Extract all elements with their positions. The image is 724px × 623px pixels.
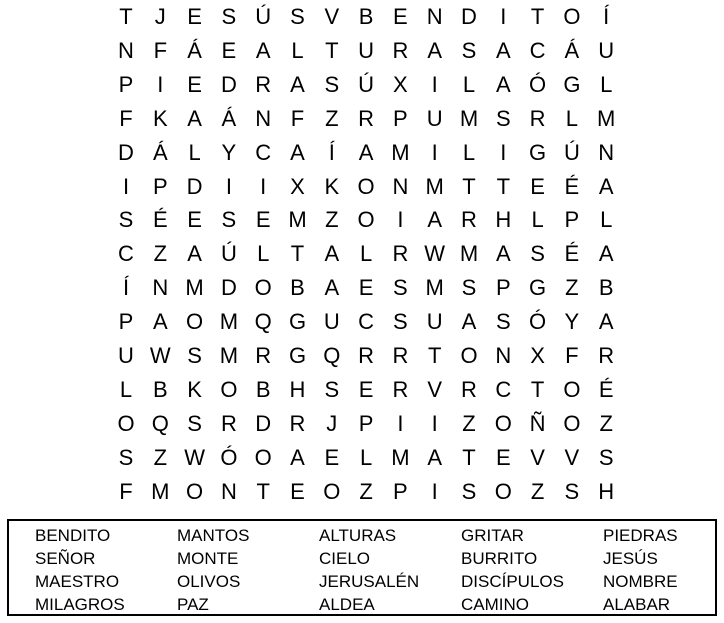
grid-letter[interactable]: L [257, 241, 270, 267]
word-list-item: JESÚS [603, 549, 658, 568]
grid-letter[interactable]: K [324, 173, 340, 199]
grid-letter[interactable]: S [495, 309, 511, 335]
grid-letter[interactable]: É [152, 207, 168, 233]
grid-letter[interactable]: Ó [529, 309, 547, 335]
word-list-item: MONTE [177, 549, 239, 568]
grid-letter[interactable]: M [151, 478, 170, 504]
grid-letter[interactable]: Í [603, 4, 610, 29]
grid-letter[interactable]: E [393, 4, 408, 29]
grid-letter[interactable]: W [184, 444, 205, 470]
word-list-item: PAZ [177, 595, 209, 614]
grid-letter[interactable]: D [186, 173, 203, 199]
grid-letter[interactable]: Á [221, 105, 237, 131]
grid-letter[interactable]: S [187, 343, 202, 368]
grid-letter[interactable]: O [117, 410, 135, 436]
grid-letter[interactable]: G [563, 71, 581, 97]
grid-letter[interactable]: N [255, 105, 272, 131]
grid-letter[interactable]: O [186, 478, 204, 504]
word-list-item: MILAGROS [35, 595, 125, 614]
grid-letter[interactable]: P [358, 410, 374, 436]
word-list-item: JERUSALÉN [319, 572, 420, 591]
grid-letter[interactable]: Z [565, 275, 579, 301]
grid-letter[interactable]: O [460, 343, 478, 368]
word-list-item: OLIVOS [177, 572, 241, 591]
grid-letter[interactable]: F [119, 105, 133, 131]
grid-letter[interactable]: A [290, 139, 305, 165]
grid-letter[interactable]: W [424, 241, 446, 267]
grid-letter[interactable]: S [118, 444, 134, 470]
word-list-item: CIELO [319, 549, 371, 568]
word-list-item: PIEDRAS [603, 526, 678, 545]
grid-letter[interactable]: U [323, 309, 340, 335]
grid-letter[interactable]: P [393, 105, 408, 131]
grid-letter[interactable]: L [565, 105, 579, 131]
grid-letter[interactable]: Q [323, 343, 341, 368]
grid-letter[interactable]: M [425, 173, 444, 199]
grid-letter[interactable]: Z [462, 410, 476, 436]
grid-letter[interactable]: T [462, 173, 476, 199]
grid-letter[interactable]: L [119, 376, 133, 402]
grid-letter[interactable]: A [598, 173, 614, 199]
grid-letter[interactable]: Á [152, 139, 168, 165]
grid-letter[interactable]: V [530, 444, 545, 470]
grid-letter[interactable]: D [220, 275, 237, 301]
grid-letter[interactable]: D [255, 410, 272, 436]
word-list-item: BENDITO [35, 526, 111, 545]
grid-letter[interactable]: X [530, 343, 545, 368]
grid-letter[interactable]: A [495, 241, 511, 267]
grid-letter[interactable]: N [118, 37, 134, 63]
grid-letter[interactable]: S [393, 275, 408, 301]
grid-letter[interactable]: É [564, 241, 580, 267]
grid-letter[interactable]: O [323, 478, 341, 504]
grid-letter[interactable]: T [530, 4, 545, 29]
grid-letter[interactable]: S [324, 376, 340, 402]
grid-letter[interactable]: F [153, 37, 168, 63]
grid-letter[interactable]: O [563, 376, 581, 402]
grid-letter[interactable]: I [260, 173, 267, 199]
grid-letter[interactable]: S [221, 207, 237, 233]
grid-letter[interactable]: B [255, 376, 271, 402]
grid-letter[interactable]: T [290, 241, 305, 267]
grid-letter[interactable]: A [358, 139, 374, 165]
grid-letter[interactable]: L [359, 241, 373, 267]
grid-letter[interactable]: V [564, 444, 580, 470]
grid-letter[interactable]: A [427, 207, 443, 233]
grid-letter[interactable]: R [461, 376, 477, 402]
grid-letter[interactable]: E [530, 173, 545, 199]
grid-letter[interactable]: R [255, 71, 272, 97]
grid-letter[interactable]: L [531, 207, 544, 233]
word-list-item: DISCÍPULOS [461, 572, 564, 591]
grid-letter[interactable]: É [564, 173, 580, 199]
grid-letter[interactable]: Á [187, 37, 202, 63]
grid-letter[interactable]: R [358, 105, 375, 131]
grid-letter[interactable]: E [187, 207, 202, 233]
grid-letter[interactable]: Ú [358, 71, 375, 97]
grid-letter[interactable]: A [461, 309, 477, 335]
word-list-item: CAMINO [461, 595, 529, 614]
grid-letter[interactable]: L [600, 71, 613, 97]
word-list-item: SEÑOR [35, 549, 96, 568]
grid-letter[interactable]: N [426, 4, 443, 29]
grid-letter[interactable]: N [495, 343, 512, 368]
grid-letter[interactable]: D [461, 4, 477, 29]
grid-letter[interactable]: M [391, 444, 410, 470]
grid-letter[interactable]: I [431, 410, 438, 436]
grid-letter[interactable]: P [152, 173, 168, 199]
grid-letter[interactable]: S [393, 309, 408, 335]
grid-letter[interactable]: C [255, 139, 272, 165]
grid-letter[interactable]: R [220, 410, 237, 436]
grid-letter[interactable]: U [118, 343, 134, 368]
grid-letter[interactable]: T [325, 37, 339, 63]
word-list-item: GRITAR [461, 526, 524, 545]
grid-letter[interactable]: Í [122, 275, 130, 301]
grid-letter[interactable]: M [597, 105, 616, 131]
grid-letter[interactable]: A [427, 37, 443, 63]
grid-letter[interactable]: L [291, 37, 304, 63]
grid-letter[interactable]: L [462, 71, 476, 97]
grid-letter[interactable]: S [530, 241, 545, 267]
grid-letter[interactable]: O [494, 410, 512, 436]
grid-letter[interactable]: L [600, 207, 613, 233]
word-list-item: BURRITO [461, 549, 538, 568]
grid-letter[interactable]: A [290, 71, 305, 97]
grid-letter[interactable]: O [494, 478, 512, 504]
grid-letter[interactable]: V [324, 4, 340, 29]
grid-letter[interactable]: G [288, 309, 307, 335]
word-list-item: ALDEA [319, 595, 375, 614]
grid-letter[interactable]: N [598, 139, 615, 165]
grid-letter[interactable]: Á [564, 37, 580, 63]
grid-letter[interactable]: J [154, 4, 166, 29]
word-list-item: MAESTRO [35, 572, 120, 591]
grid-letter[interactable]: R [392, 241, 409, 267]
grid-letter[interactable]: M [219, 309, 239, 335]
grid-letter[interactable]: S [118, 207, 134, 233]
grid-letter[interactable]: T [256, 478, 270, 504]
grid-letter[interactable]: Z [325, 207, 339, 233]
grid-letter[interactable]: A [495, 71, 511, 97]
grid-letter[interactable]: A [187, 105, 202, 131]
grid-letter[interactable]: O [254, 444, 272, 470]
grid-letter[interactable]: L [359, 444, 373, 470]
grid-letter[interactable]: T [427, 343, 442, 368]
grid-letter[interactable]: K [152, 105, 168, 131]
grid-letter[interactable]: R [392, 376, 409, 402]
grid-letter[interactable]: S [598, 444, 614, 470]
grid-letter[interactable]: P [564, 207, 580, 233]
grid-letter[interactable]: M [425, 275, 444, 301]
grid-letter[interactable]: O [220, 376, 238, 402]
grid-letter[interactable]: M [185, 275, 204, 301]
grid-letter[interactable]: M [219, 343, 239, 368]
grid-letter[interactable]: C [358, 309, 375, 335]
grid-letter[interactable]: M [391, 139, 410, 165]
grid-letter[interactable]: S [564, 478, 580, 504]
grid-letter[interactable]: G [529, 139, 547, 165]
grid-letter[interactable]: Ó [220, 444, 238, 470]
grid-letter[interactable]: S [290, 4, 305, 29]
grid-letter[interactable]: B [358, 4, 374, 29]
word-list-item: MANTOS [177, 526, 250, 545]
grid-letter[interactable]: Z [599, 410, 613, 436]
grid-letter[interactable]: G [288, 343, 307, 368]
grid-letter[interactable]: Ú [255, 4, 272, 29]
grid-letter[interactable]: Y [221, 139, 237, 165]
grid-letter[interactable]: I [431, 71, 438, 97]
grid-letter[interactable]: Z [153, 444, 168, 470]
grid-letter[interactable]: A [290, 444, 305, 470]
grid-letter[interactable]: E [187, 71, 202, 97]
grid-letter[interactable]: U [426, 105, 443, 131]
grid-letter[interactable]: A [495, 37, 511, 63]
grid-letter[interactable]: M [459, 241, 479, 267]
grid-letter[interactable]: E [495, 444, 511, 470]
grid-letter[interactable]: C [118, 241, 134, 267]
grid-letter[interactable]: Ó [529, 71, 547, 97]
grid-letter[interactable]: O [563, 4, 581, 29]
grid-letter[interactable]: A [187, 241, 202, 267]
grid-letter[interactable]: I [225, 173, 232, 199]
grid-letter[interactable]: A [598, 241, 614, 267]
grid-letter[interactable]: R [529, 105, 546, 131]
grid-letter[interactable]: Ú [563, 139, 580, 165]
grid-letter[interactable]: X [393, 71, 408, 97]
grid-letter[interactable]: S [495, 105, 511, 131]
grid-letter[interactable]: M [459, 105, 479, 131]
grid-letter[interactable]: N [392, 173, 409, 199]
grid-letter[interactable]: I [500, 139, 507, 165]
grid-letter[interactable]: E [358, 275, 374, 301]
grid-letter[interactable]: M [288, 207, 307, 233]
grid-letter[interactable]: T [119, 4, 133, 29]
grid-letter[interactable]: F [290, 105, 305, 131]
grid-letter[interactable]: S [221, 4, 237, 29]
grid-letter[interactable]: F [565, 343, 579, 368]
word-list-item: NOMBRE [603, 572, 678, 591]
grid-letter[interactable]: B [598, 275, 614, 301]
grid-letter[interactable]: E [187, 4, 202, 29]
grid-letter[interactable]: T [496, 173, 511, 199]
grid-letter[interactable]: R [255, 343, 272, 368]
grid-letter[interactable]: S [461, 478, 477, 504]
grid-letter[interactable]: R [289, 410, 306, 436]
grid-letter[interactable]: Z [153, 241, 168, 267]
grid-letter[interactable]: S [324, 71, 340, 97]
grid-letter[interactable]: B [290, 275, 305, 301]
grid-letter[interactable]: I [122, 173, 130, 199]
grid-letter[interactable]: Z [530, 478, 545, 504]
grid-letter[interactable]: O [357, 207, 375, 233]
grid-letter[interactable]: E [358, 376, 374, 402]
grid-letter[interactable]: S [461, 37, 477, 63]
grid-letter[interactable]: P [118, 71, 134, 97]
grid-letter[interactable]: A [152, 309, 168, 335]
grid-letter[interactable]: Ñ [529, 410, 546, 436]
grid-letter[interactable]: P [495, 275, 511, 301]
grid-letter[interactable]: N [220, 478, 237, 504]
grid-letter[interactable]: F [119, 478, 133, 504]
grid-letter[interactable]: G [529, 275, 547, 301]
grid-letter[interactable]: T [462, 444, 476, 470]
grid-letter[interactable]: D [220, 71, 237, 97]
grid-letter[interactable]: Z [359, 478, 373, 504]
grid-letter[interactable]: Q [151, 410, 169, 436]
grid-letter[interactable]: W [149, 343, 171, 368]
grid-letter[interactable]: R [461, 207, 477, 233]
grid-letter[interactable]: O [254, 275, 272, 301]
grid-letter[interactable]: U [598, 37, 615, 63]
grid-letter[interactable]: I [431, 478, 438, 504]
grid-letter[interactable]: U [358, 37, 375, 63]
grid-letter[interactable]: H [289, 376, 306, 402]
grid-letter[interactable]: A [255, 37, 271, 63]
grid-letter[interactable]: I [157, 71, 164, 97]
grid-letter[interactable]: I [397, 410, 404, 436]
grid-letter[interactable]: I [431, 139, 438, 165]
word-list-item: ALTURAS [319, 526, 397, 545]
grid-letter[interactable]: P [393, 478, 408, 504]
grid-letter[interactable]: Z [325, 105, 339, 131]
grid-letter[interactable]: L [188, 139, 201, 165]
grid-letter[interactable]: I [397, 207, 404, 233]
grid-letter[interactable]: R [392, 37, 409, 63]
grid-letter[interactable]: E [290, 478, 305, 504]
grid-letter[interactable]: D [118, 139, 134, 165]
grid-letter[interactable]: L [462, 139, 476, 165]
grid-letter[interactable]: E [221, 37, 237, 63]
grid-letter[interactable]: K [187, 376, 202, 402]
grid-letter[interactable]: O [563, 410, 581, 436]
grid-letter[interactable]: X [290, 173, 305, 199]
grid-letter[interactable]: O [357, 173, 375, 199]
grid-letter[interactable]: E [255, 207, 271, 233]
grid-letter[interactable]: Í [328, 139, 335, 165]
grid-letter[interactable]: A [427, 444, 443, 470]
grid-letter[interactable]: J [326, 410, 338, 436]
grid-letter[interactable]: R [392, 343, 409, 368]
grid-letter[interactable]: N [152, 275, 169, 301]
grid-letter[interactable]: S [461, 275, 477, 301]
grid-letter[interactable]: A [324, 241, 340, 267]
grid-letter[interactable]: B [152, 376, 168, 402]
grid-letter[interactable]: C [495, 376, 512, 402]
grid-letter[interactable]: V [427, 376, 443, 402]
grid-letter[interactable]: R [358, 343, 375, 368]
grid-letter[interactable]: H [495, 207, 512, 233]
word-list-item: ALABAR [603, 595, 671, 614]
grid-letter[interactable]: R [598, 343, 615, 368]
grid-letter[interactable]: I [500, 4, 507, 29]
word-list-box [7, 519, 717, 616]
grid-letter[interactable]: A [598, 309, 614, 335]
grid-letter[interactable]: E [324, 444, 340, 470]
grid-letter[interactable]: A [324, 275, 340, 301]
grid-letter[interactable]: Q [254, 309, 272, 335]
grid-letter[interactable]: S [187, 410, 202, 436]
grid-letter[interactable]: Y [564, 309, 580, 335]
grid-letter[interactable]: P [118, 309, 134, 335]
grid-letter[interactable]: T [530, 376, 545, 402]
grid-letter[interactable]: C [529, 37, 546, 63]
grid-letter[interactable]: Ú [220, 241, 237, 267]
grid-letter[interactable]: U [426, 309, 443, 335]
grid-letter[interactable]: H [598, 478, 615, 504]
grid-letter[interactable]: O [186, 309, 204, 335]
grid-letter[interactable]: É [598, 376, 614, 402]
